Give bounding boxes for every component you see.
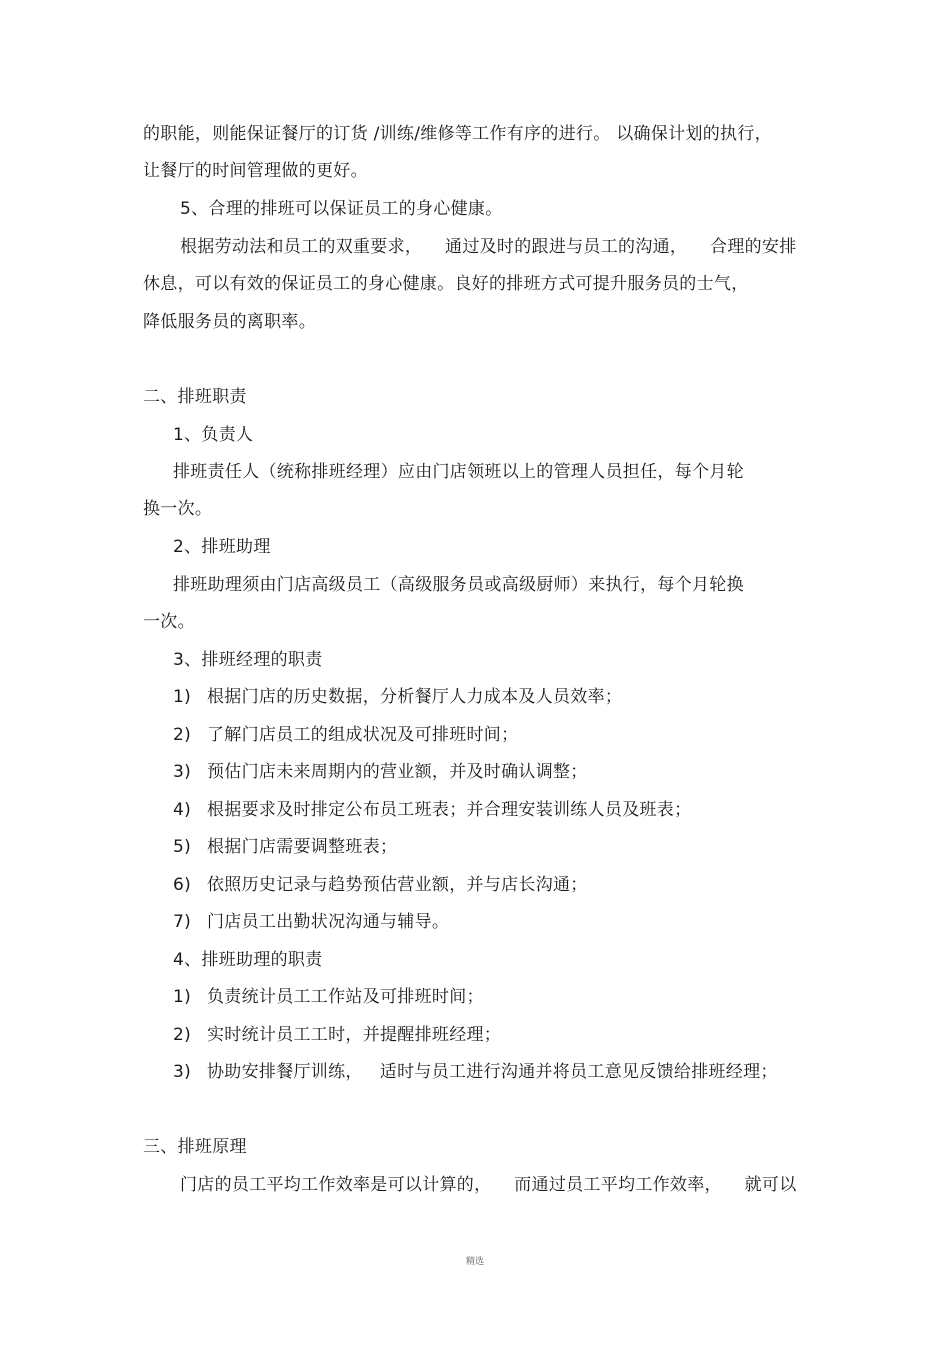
list-item-number: 7) — [173, 912, 192, 932]
list-item — [173, 724, 518, 746]
list-item-number: 2) — [173, 1025, 192, 1045]
list-item — [173, 686, 622, 708]
list-item — [173, 874, 588, 896]
paragraph-line: 排班助理须由门店高级员工（高级服务员或高级厨师）来执行，每个月轮换 — [173, 575, 744, 595]
list-item-text: 预估门店未来周期内的营业额，并及时确认调整； — [207, 762, 588, 782]
page-footer: 精选 — [465, 1257, 484, 1267]
list-item-text: 门店员工出勤状况沟通与辅导。 — [207, 912, 450, 932]
section-heading: 三、排班原理 — [143, 1137, 247, 1157]
paragraph-line: 根据劳动法和员工的双重要求， 通过及时的跟进与员工的沟通， 合理的安排 — [180, 237, 797, 257]
section-subheading: 4、排班助理的职责 — [173, 950, 323, 970]
list-item-text: 了解门店员工的组成状况及可排班时间； — [207, 725, 519, 745]
paragraph-line: 降低服务员的离职率。 — [143, 312, 316, 332]
list-item — [173, 986, 484, 1008]
list-item — [173, 761, 588, 783]
section-subheading: 1、负责人 — [173, 425, 254, 445]
section-subheading: 3、排班经理的职责 — [173, 650, 323, 670]
section-heading: 二、排班职责 — [143, 387, 247, 407]
list-item-text: 协助安排餐厅训练， 适时与员工进行沟通并将员工意见反馈给排班经理； — [207, 1062, 778, 1082]
list-item — [173, 1024, 501, 1046]
list-item-number: 4) — [173, 800, 192, 820]
list-item — [173, 799, 691, 821]
list-item-number: 6) — [173, 875, 192, 895]
list-item-number: 3) — [173, 762, 192, 782]
paragraph-line: 休息，可以有效的保证员工的身心健康。良好的排班方式可提升服务员的士气， — [143, 274, 749, 294]
list-item-number: 5) — [173, 837, 192, 857]
paragraph-line: 门店的员工平均工作效率是可以计算的， 而通过员工平均工作效率， 就可以 — [180, 1175, 797, 1195]
list-item-text: 负责统计员工工作站及可排班时间； — [207, 987, 484, 1007]
list-item-number: 1) — [173, 987, 192, 1007]
paragraph-line: 排班责任人（统称排班经理）应由门店领班以上的管理人员担任，每个月轮 — [173, 462, 744, 482]
section-subheading: 5、合理的排班可以保证员工的身心健康。 — [180, 199, 503, 219]
list-item — [173, 1061, 778, 1083]
list-item — [173, 911, 449, 933]
list-item-number: 3) — [173, 1062, 192, 1082]
list-item-text: 根据门店需要调整班表； — [207, 837, 398, 857]
paragraph-line: 的职能，则能保证餐厅的订货 /训练/维修等工作有序的进行。 以确保计划的执行， — [143, 124, 772, 144]
list-item-number: 1) — [173, 687, 192, 707]
list-item-number: 2) — [173, 725, 192, 745]
paragraph-line: 让餐厅的时间管理做的更好。 — [143, 161, 368, 181]
paragraph-line: 换一次。 — [143, 499, 213, 519]
list-item-text: 根据要求及时排定公布员工班表；并合理安装训练人员及班表； — [207, 800, 692, 820]
list-item-text: 依照历史记录与趋势预估营业额，并与店长沟通； — [207, 875, 588, 895]
list-item — [173, 836, 397, 858]
paragraph-line: 一次。 — [143, 612, 195, 632]
section-subheading: 2、排班助理 — [173, 537, 271, 557]
list-item-text: 根据门店的历史数据，分析餐厅人力成本及人员效率； — [207, 687, 623, 707]
list-item-text: 实时统计员工工时，并提醒排班经理； — [207, 1025, 502, 1045]
